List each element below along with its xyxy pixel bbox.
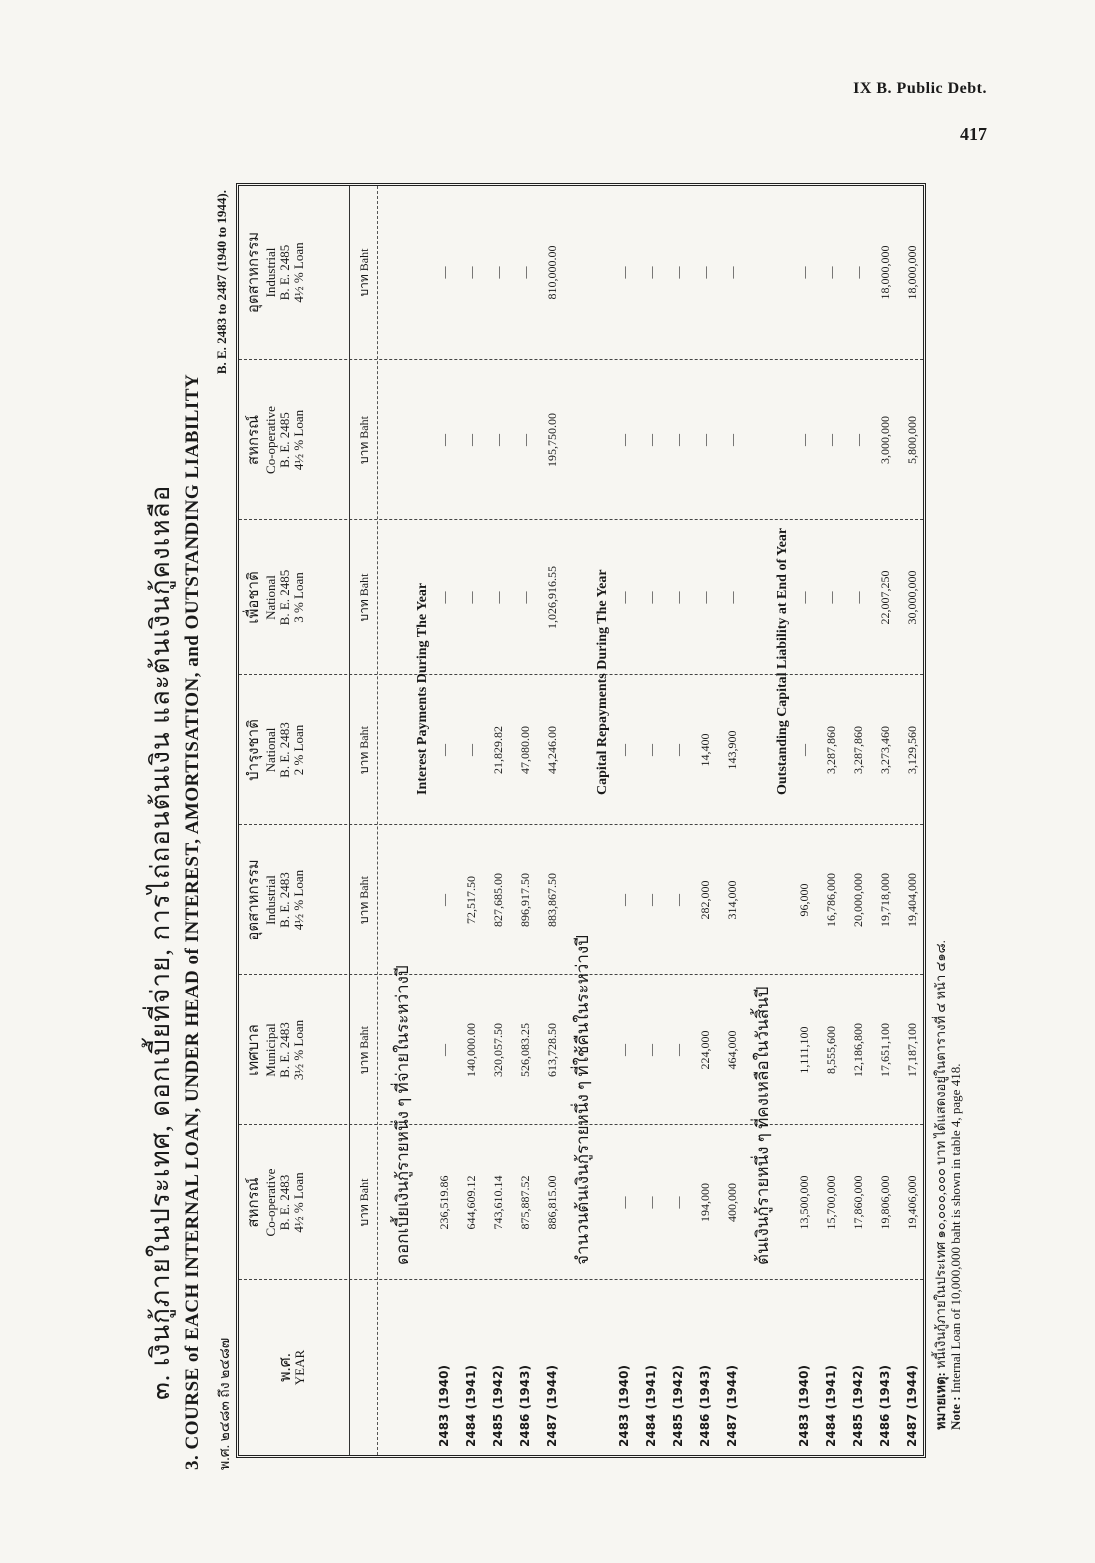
value-cell: 883,867.50 — [545, 873, 559, 927]
loan-header — [247, 1125, 306, 1280]
unit-label: บาท Baht — [357, 573, 371, 622]
value-cell: — — [617, 1044, 631, 1056]
value-cell: 17,860,000 — [851, 1175, 865, 1230]
value-cell: 19,718,000 — [878, 873, 892, 927]
value-cell: 875,887.52 — [518, 1175, 532, 1230]
value-cell: — — [644, 744, 658, 756]
value-cell: — — [437, 591, 451, 604]
value-cell: — — [518, 266, 532, 279]
section-title-english: Interest Payments During The Year — [415, 582, 430, 795]
value-cell: 236,519.86 — [437, 1175, 451, 1230]
value-cell: 20,000,000 — [851, 873, 865, 927]
value-cell: 1,026,916.55 — [545, 566, 559, 629]
unit-label: บาท Baht — [357, 1178, 371, 1227]
table-row — [878, 186, 905, 1455]
table-row — [617, 186, 644, 1455]
table-row — [437, 186, 464, 1455]
value-cell: 1,111,100 — [797, 1026, 811, 1074]
loan-header-en: National — [263, 727, 278, 773]
table-row — [671, 186, 698, 1455]
value-cell: — — [617, 591, 631, 604]
value-cell: 896,917.50 — [518, 873, 532, 927]
year-cell: 2483 (1940) — [617, 1365, 631, 1447]
value-cell: 15,700,000 — [824, 1175, 838, 1230]
value-cell: 47,080.00 — [518, 726, 532, 774]
year-cell: 2483 (1940) — [797, 1365, 811, 1447]
loan-header-thai: สหกรณ์ — [246, 414, 262, 466]
value-cell: 195,750.00 — [545, 413, 559, 467]
value-cell: — — [671, 434, 685, 446]
value-cell: 22,007,250 — [878, 570, 892, 625]
value-cell: 827,685.00 — [491, 873, 505, 927]
table-row — [905, 186, 932, 1455]
value-cell: — — [824, 434, 838, 446]
value-cell: 224,000 — [698, 1030, 712, 1070]
loan-header — [247, 975, 306, 1125]
page-number: 417 — [960, 124, 987, 144]
value-cell: — — [644, 1196, 658, 1209]
value-cell: — — [797, 744, 811, 756]
year-header-thai: พ.ศ. — [277, 1353, 294, 1382]
year-cell: 2485 (1942) — [671, 1365, 685, 1447]
loan-header-en: Industrial — [263, 875, 278, 925]
value-cell: — — [725, 591, 739, 604]
value-cell: — — [491, 434, 505, 446]
year-cell: 2484 (1941) — [464, 1365, 478, 1447]
unit-label: บาท Baht — [357, 876, 371, 924]
table-row — [725, 186, 752, 1455]
value-cell: — — [851, 591, 865, 604]
value-cell: — — [617, 266, 631, 279]
value-cell: — — [518, 591, 532, 604]
value-cell: 19,404,000 — [905, 873, 919, 927]
value-cell: — — [644, 894, 658, 906]
value-cell: — — [851, 266, 865, 279]
value-cell: — — [671, 266, 685, 279]
value-cell: — — [464, 591, 478, 604]
value-cell: 19,406,000 — [905, 1175, 919, 1230]
value-cell: 644,609.12 — [464, 1175, 478, 1230]
value-cell: — — [797, 591, 811, 604]
year-cell: 2487 (1944) — [905, 1365, 919, 1447]
loan-header-en: Industrial — [263, 247, 278, 298]
value-cell: 743,610.14 — [491, 1175, 505, 1230]
loan-header-thai: เทศบาล — [246, 1024, 262, 1076]
value-cell: — — [698, 266, 712, 279]
value-cell: — — [644, 1044, 658, 1056]
unit-label: บาท Baht — [357, 416, 371, 464]
loan-header-en: Co-operative — [263, 1168, 278, 1237]
note-english — [948, 1064, 964, 1430]
table-row — [698, 186, 725, 1455]
value-cell: — — [644, 434, 658, 446]
value-cell: — — [698, 434, 712, 446]
year-cell: 2486 (1943) — [878, 1365, 892, 1447]
value-cell: 143,900 — [725, 730, 739, 770]
loan-header — [247, 520, 306, 675]
value-cell: 44,246.00 — [545, 726, 559, 774]
loan-header-be: B. E. 2485 — [277, 244, 292, 301]
rotated-table-page — [140, 150, 970, 1470]
value-cell: 886,815.00 — [545, 1175, 559, 1230]
value-cell: — — [671, 591, 685, 604]
year-cell: 2484 (1941) — [644, 1365, 658, 1447]
table-row — [518, 186, 545, 1455]
value-cell: 613,728.50 — [545, 1023, 559, 1077]
value-cell: 17,187,100 — [905, 1023, 919, 1077]
value-cell: 30,000,000 — [905, 570, 919, 625]
year-cell: 2486 (1943) — [518, 1365, 532, 1447]
table-row — [644, 186, 671, 1455]
value-cell: — — [851, 434, 865, 446]
section-title-thai: ดอกเบี้ยเงินกู้รายหนึ่ง ๆ ที่จ่ายในระหว่างปี — [393, 965, 412, 1265]
value-cell: — — [617, 1196, 631, 1209]
value-cell: — — [491, 266, 505, 279]
value-cell: 526,083.25 — [518, 1023, 532, 1077]
loan-table — [236, 183, 926, 1458]
year-cell: 2484 (1941) — [824, 1365, 838, 1447]
value-cell: 14,400 — [698, 733, 712, 767]
value-cell: — — [464, 266, 478, 279]
note-english-label: Note : — [948, 1396, 963, 1430]
loan-header-en: Co-operative — [263, 406, 278, 474]
value-cell: 8,555,600 — [824, 1026, 838, 1074]
note-thai-label: หมายเหตุ: — [933, 1372, 948, 1430]
loan-header-rate: 4½ % Loan — [291, 409, 306, 471]
loan-header-rate: 2 % Loan — [291, 724, 306, 776]
value-cell: — — [464, 744, 478, 756]
section-title-thai: จำนวนต้นเงินกู้รายหนึ่ง ๆ ที่ใช้คืนในระหว่างปี — [573, 935, 592, 1265]
year-cell: 2483 (1940) — [437, 1365, 451, 1447]
value-cell: — — [725, 266, 739, 279]
loan-header-en: Municipal — [263, 1023, 278, 1077]
value-cell: 282,000 — [698, 880, 712, 920]
value-cell: 16,786,000 — [824, 873, 838, 927]
year-header — [279, 1280, 307, 1455]
table-row — [797, 186, 824, 1455]
note-thai-text: หนี้เงินกู้ภายในประเทศ ๑๐,๐๐๐,๐๐๐ บาท ได้แสดงอยู่ในตารางที่ ๔ หน้า ๔๑๘. — [933, 940, 948, 1369]
loan-header-be: B. E. 2485 — [277, 569, 292, 626]
loan-header-thai: สหกรณ์ — [246, 1177, 262, 1228]
title-thai: ๓. เงินกู้ภายในประเทศ, ดอกเบี้ยที่จ่าย, การไถ่ถอนต้นเงิน และต้นเงินกู้คงเหลือ — [146, 484, 175, 1400]
value-cell: — — [797, 266, 811, 279]
value-cell: 18,000,000 — [878, 245, 892, 300]
section-title-english: Capital Repayments During The Year — [595, 569, 610, 795]
value-cell: — — [617, 894, 631, 906]
table-row — [464, 186, 491, 1455]
year-cell: 2485 (1942) — [491, 1365, 505, 1447]
period-english: B. E. 2483 to 2487 (1940 to 1944). — [214, 190, 229, 375]
loan-header — [247, 185, 306, 360]
value-cell: 314,000 — [725, 880, 739, 920]
value-cell: 96,000 — [797, 883, 811, 917]
value-cell: — — [437, 894, 451, 906]
loan-header-thai: อุตสาหกรรม — [246, 231, 262, 314]
value-cell: — — [671, 1196, 685, 1209]
loan-header-thai: เพื่อชาติ — [246, 571, 262, 624]
value-cell: 320,057.50 — [491, 1023, 505, 1077]
value-cell: 18,000,000 — [905, 245, 919, 300]
value-cell: 17,651,100 — [878, 1023, 892, 1077]
loan-header — [247, 825, 306, 975]
table-row — [491, 186, 518, 1455]
value-cell: — — [824, 266, 838, 279]
value-cell: 3,287,860 — [851, 726, 865, 774]
value-cell: 3,273,460 — [878, 726, 892, 774]
section-title-english: Outstanding Capital Liability at End of Year — [775, 527, 790, 795]
value-cell: — — [725, 434, 739, 446]
loan-header — [247, 360, 306, 520]
table-row — [824, 186, 851, 1455]
loan-header-en: National — [263, 575, 278, 620]
value-cell: — — [644, 266, 658, 279]
value-cell: 3,000,000 — [878, 416, 892, 464]
value-cell: 3,287,860 — [824, 726, 838, 774]
loan-header-be: B. E. 2483 — [277, 1022, 292, 1078]
unit-row — [349, 186, 378, 1455]
loan-header-rate: 4½ % Loan — [291, 869, 306, 931]
loan-header-rate: 3 % Loan — [291, 572, 306, 623]
loan-header-rate: 4½ % Loan — [291, 1172, 306, 1233]
value-cell: — — [617, 434, 631, 446]
running-header: IX B. Public Debt. — [853, 80, 987, 97]
table-header — [239, 186, 350, 1455]
value-cell: — — [698, 591, 712, 604]
loan-header-rate: 4½ % Loan — [291, 242, 306, 303]
year-cell: 2487 (1944) — [545, 1365, 559, 1447]
unit-label: บาท Baht — [357, 248, 371, 297]
value-cell: 464,000 — [725, 1030, 739, 1070]
value-cell: 19,806,000 — [878, 1175, 892, 1230]
value-cell: — — [671, 894, 685, 906]
value-cell: — — [437, 744, 451, 756]
table-row — [851, 186, 878, 1455]
value-cell: — — [617, 744, 631, 756]
value-cell: 12,186,800 — [851, 1023, 865, 1077]
loan-header — [247, 675, 306, 825]
loan-header-be: B. E. 2485 — [277, 412, 292, 468]
value-cell: 810,000.00 — [545, 245, 559, 300]
value-cell: — — [797, 434, 811, 446]
unit-label: บาท Baht — [357, 1026, 371, 1074]
value-cell: 13,500,000 — [797, 1175, 811, 1230]
value-cell: — — [437, 434, 451, 446]
loan-header-rate: 3½ % Loan — [291, 1019, 306, 1081]
value-cell: — — [671, 744, 685, 756]
loan-header-be: B. E. 2483 — [277, 872, 292, 928]
value-cell: — — [437, 266, 451, 279]
loan-header-thai: อุตสาหกรรม — [246, 859, 262, 941]
value-cell: — — [518, 434, 532, 446]
note-english-text: Internal Loan of 10,000,000 baht is shown in table 4, page 418. — [948, 1063, 963, 1394]
loan-header-thai: บำรุงชาติ — [246, 719, 262, 781]
value-cell: 72,517.50 — [464, 876, 478, 924]
value-cell: 21,829.82 — [491, 726, 505, 774]
value-cell: — — [464, 434, 478, 446]
value-cell: — — [671, 1044, 685, 1056]
value-cell: — — [437, 1044, 451, 1056]
value-cell: 400,000 — [725, 1183, 739, 1222]
loan-header-be: B. E. 2483 — [277, 1174, 292, 1231]
value-cell: — — [824, 591, 838, 604]
year-cell: 2486 (1943) — [698, 1365, 712, 1447]
loan-header-be: B. E. 2483 — [277, 722, 292, 778]
section-title-thai: ต้นเงินกู้รายหนึ่ง ๆ ที่คงเหลือในวันสิ้นปี — [753, 986, 772, 1265]
value-cell: 194,000 — [698, 1183, 712, 1222]
table-row — [545, 186, 572, 1455]
year-cell: 2485 (1942) — [851, 1365, 865, 1447]
year-cell: 2487 (1944) — [725, 1365, 739, 1447]
value-cell: 3,129,560 — [905, 726, 919, 774]
period-thai: พ.ศ. ๒๔๘๓ ถึง ๒๔๘๗ — [218, 1337, 233, 1470]
year-header-en: YEAR — [292, 1349, 307, 1386]
value-cell: 5,800,000 — [905, 416, 919, 464]
value-cell: — — [644, 591, 658, 604]
unit-label: บาท Baht — [357, 726, 371, 774]
value-cell: — — [491, 591, 505, 604]
value-cell: 140,000.00 — [464, 1023, 478, 1077]
title-english: 3. COURSE of EACH INTERNAL LOAN, UNDER HEAD of INTEREST, AMORTISATION, and OUTSTANDING LIABILITY — [182, 373, 203, 1470]
